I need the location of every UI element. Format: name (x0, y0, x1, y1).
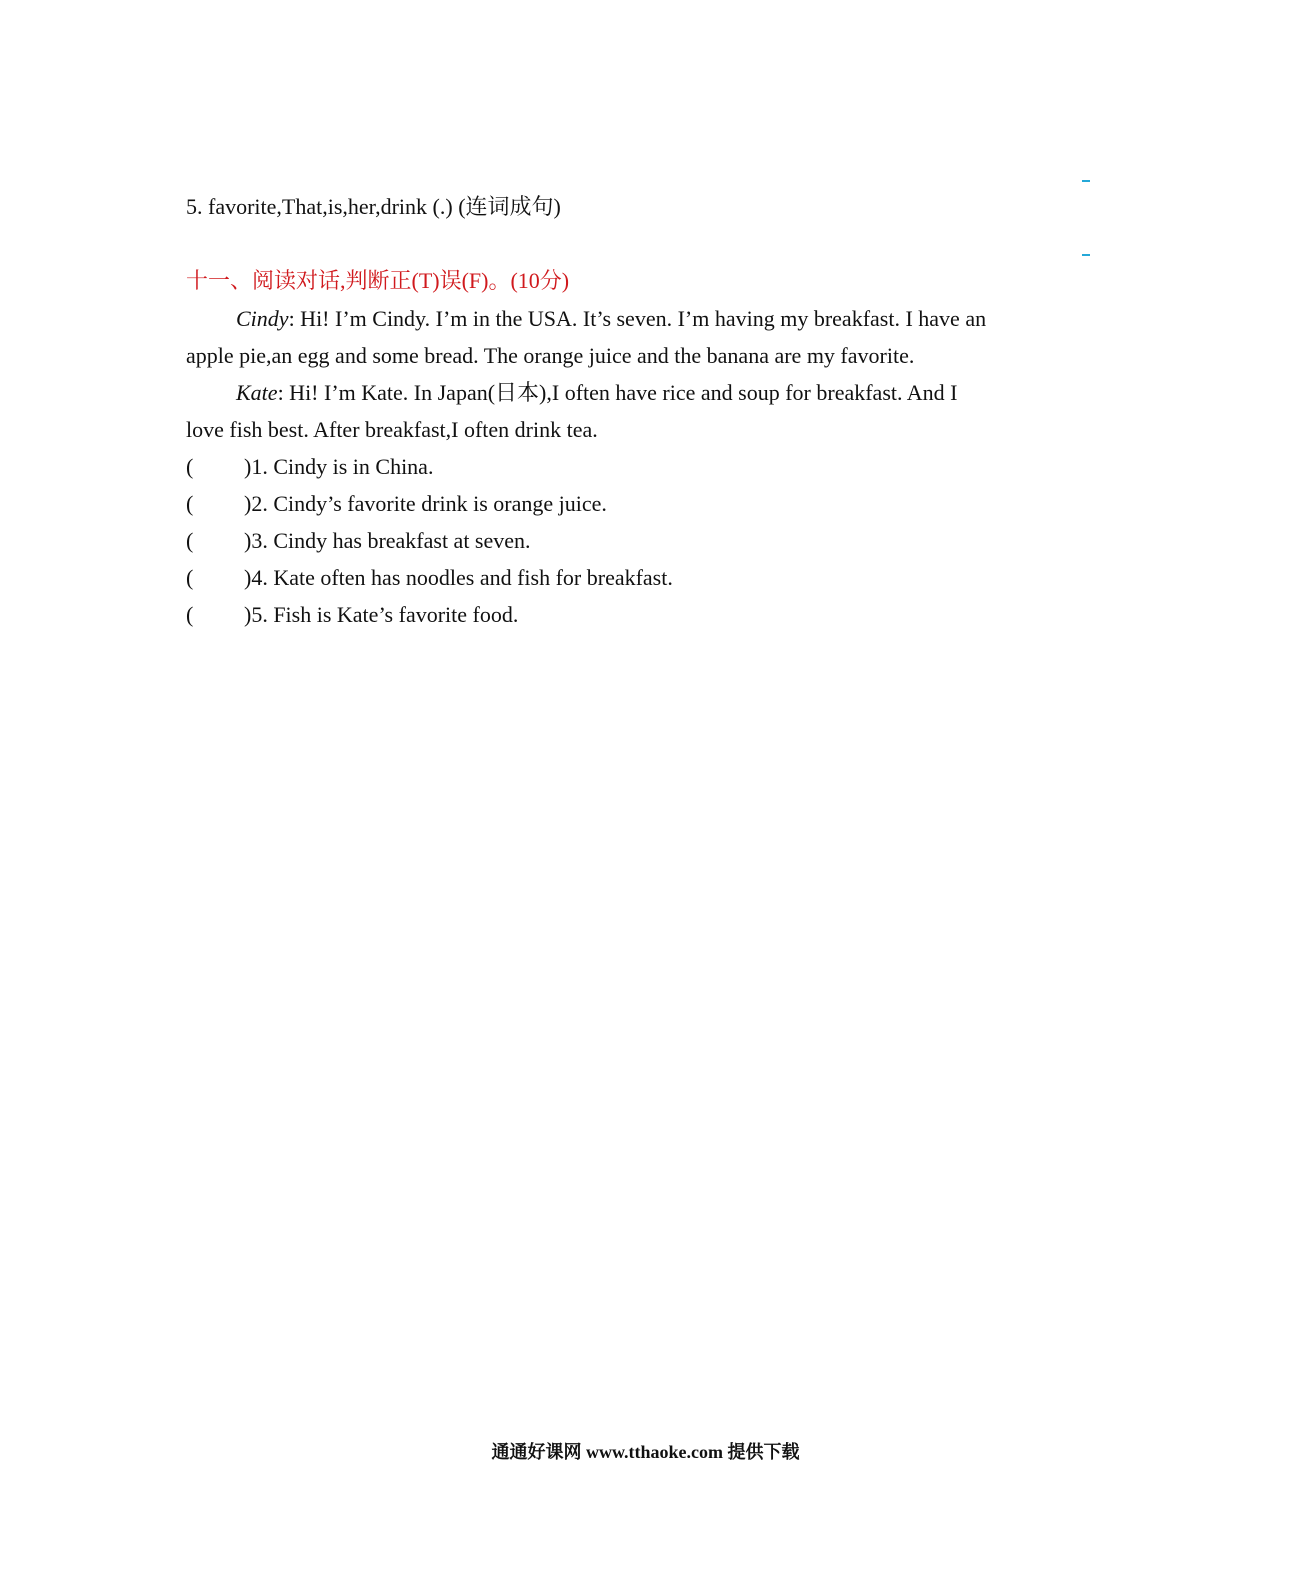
judgement-item-3 (186, 526, 531, 556)
judgement-item-5 (186, 600, 518, 630)
item-text-1: )1. Cindy is in China. (244, 454, 434, 479)
item-text-5: )5. Fish is Kate’s favorite food. (244, 602, 519, 627)
answer-blank-1[interactable]: ( (186, 454, 194, 479)
judgement-item-2 (186, 489, 607, 519)
answer-blank-4[interactable]: ( (186, 565, 194, 590)
speaker-cindy: Cindy (236, 306, 289, 331)
question-5-text: 5. favorite,That,is,her,drink (.) (连词成句) (186, 194, 561, 219)
margin-mark-top (1082, 180, 1090, 182)
judgement-item-1 (186, 452, 433, 482)
item-text-2: )2. Cindy’s favorite drink is orange juice. (244, 491, 607, 516)
dialogue-cindy-line-1 (236, 304, 986, 334)
answer-blank-2[interactable]: ( (186, 491, 194, 516)
answer-blank-3[interactable]: ( (186, 528, 194, 553)
judgement-item-4 (186, 563, 673, 593)
item-text-4: )4. Kate often has noodles and fish for breakfast. (244, 565, 673, 590)
dialogue-cindy-line-2: apple pie,an egg and some bread. The orange juice and the banana are my favorite. (186, 343, 915, 368)
margin-mark-middle (1082, 254, 1090, 256)
section-title: 十一、阅读对话,判断正(T)误(F)。(10分) (186, 268, 570, 293)
answer-blank-5[interactable]: ( (186, 602, 194, 627)
speaker-kate: Kate (236, 380, 278, 405)
page-footer: 通通好课网 www.tthaoke.com 提供下载 (491, 1442, 800, 1462)
kate-text-1: : Hi! I’m Kate. In Japan(日本),I often have rice and soup for breakfast. And I (277, 380, 958, 405)
cindy-text-1: : Hi! I’m Cindy. I’m in the USA. It’s seven. I’m having my breakfast. I have an (288, 306, 987, 331)
dialogue-kate-line-1 (236, 378, 958, 408)
item-text-3: )3. Cindy has breakfast at seven. (244, 528, 531, 553)
dialogue-kate-line-2: love fish best. After breakfast,I often drink tea. (186, 417, 598, 442)
